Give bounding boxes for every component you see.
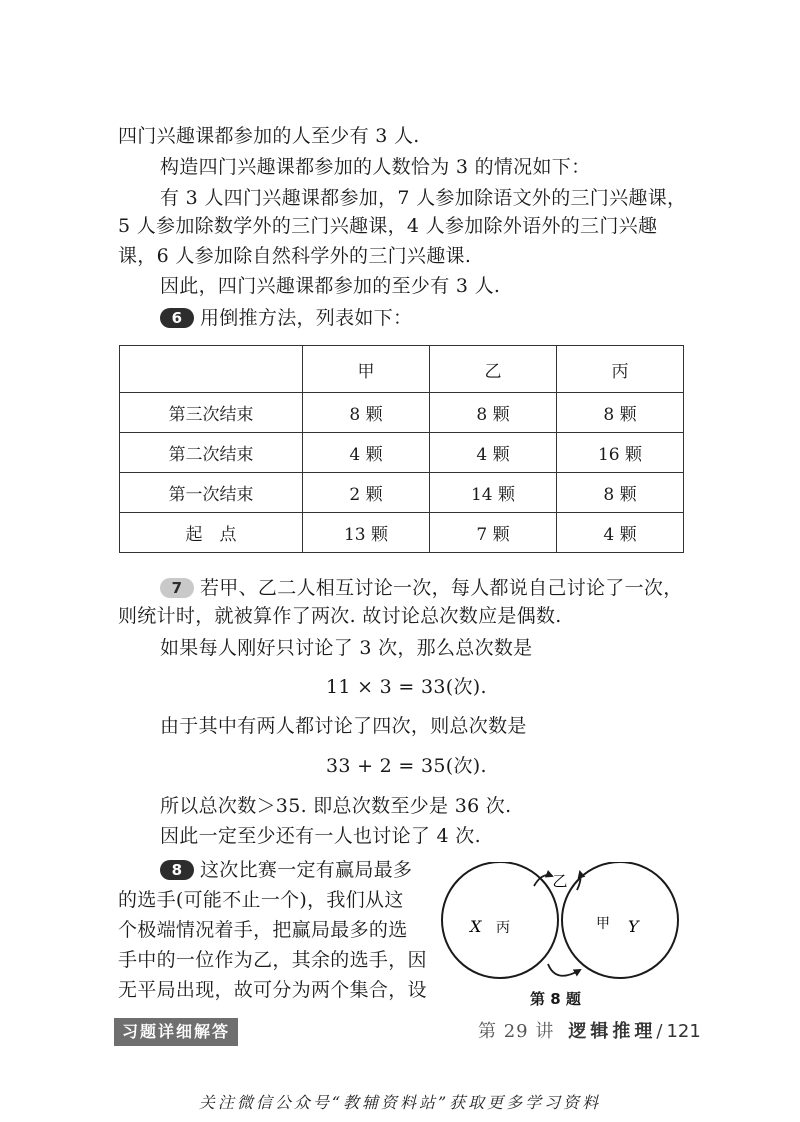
table-cell: 起 点 <box>120 513 303 553</box>
problem-8-line: 个极端情况着手，把赢局最多的选 <box>118 919 408 941</box>
arrow-bing-to-jia <box>548 964 580 976</box>
label-yi: 乙 <box>552 872 568 890</box>
label-y: Y <box>628 917 639 936</box>
table-header-row <box>120 346 684 393</box>
set-y-circle <box>562 862 678 978</box>
paragraph-line: 因此，四门兴趣课都参加的至少有 3 人. <box>160 275 501 297</box>
table-cell: 16 颗 <box>557 433 684 473</box>
problem-7-line: 若甲、乙二人相互讨论一次，每人都说自己讨论了一次， <box>200 577 683 599</box>
table-row <box>120 393 684 433</box>
problem-number-badge: 6 <box>160 308 194 328</box>
problem-7-line: 所以总次数＞35. 即总次数至少是 36 次. <box>160 795 512 817</box>
problem-7-line: 由于其中有两人都讨论了四次，则总次数是 <box>160 715 527 737</box>
footer-topic: 逻辑推理 <box>568 1021 657 1042</box>
table-cell: 2 颗 <box>303 473 430 513</box>
paragraph-line: 构造四门兴趣课都参加的人数恰为 3 的情况如下： <box>160 156 591 178</box>
table-header-cell: 乙 <box>430 346 557 393</box>
label-bing: 丙 <box>496 920 510 936</box>
problem-7-line: 因此一定至少还有一人也讨论了 4 次. <box>160 825 481 847</box>
table-cell: 13 颗 <box>303 513 430 553</box>
paragraph-line: 课，6 人参加除自然科学外的三门兴趣课. <box>118 245 472 267</box>
watermark-text: 关注微信公众号“教辅资料站”获取更多学习资料 <box>198 1093 602 1112</box>
table-cell: 4 颗 <box>430 433 557 473</box>
table-cell: 8 颗 <box>557 473 684 513</box>
table-header-cell: 甲 <box>303 346 430 393</box>
equation: 33 + 2 = 35(次). <box>326 755 487 777</box>
table-row <box>120 433 684 473</box>
label-x: X <box>470 917 482 936</box>
table-cell: 14 颗 <box>430 473 557 513</box>
label-jia: 甲 <box>596 916 610 932</box>
problem-7-line: 则统计时，就被算作了两次. 故讨论总次数应是偶数. <box>118 605 562 627</box>
problem-8-line: 的选手(可能不止一个)，我们从这 <box>118 889 404 911</box>
equation: 11 × 3 = 33(次). <box>326 676 487 698</box>
problem-8-heading <box>160 858 412 882</box>
problem-number-badge: 8 <box>160 860 194 880</box>
table-cell: 第三次结束 <box>120 393 303 433</box>
footer-lecture: 第 29 讲 <box>478 1021 555 1042</box>
paragraph-line: 四门兴趣课都参加的人至少有 3 人. <box>118 125 420 147</box>
venn-diagram-figure <box>430 862 690 988</box>
footer-page-info <box>478 1020 701 1044</box>
problem-8-line: 无平局出现，故可分为两个集合，设 <box>118 979 427 1001</box>
problem-number-badge: 7 <box>160 578 194 598</box>
table-row <box>120 473 684 513</box>
table-row <box>120 513 684 553</box>
footer-separator: / <box>656 1021 663 1042</box>
table-cell: 4 颗 <box>303 433 430 473</box>
problem-6-intro: 用倒推方法，列表如下： <box>200 307 413 329</box>
page-number: 121 <box>666 1021 701 1042</box>
table-header-cell <box>120 346 303 393</box>
problem-7-line: 如果每人刚好只讨论了 3 次，那么总次数是 <box>160 637 533 659</box>
table-header-cell: 丙 <box>557 346 684 393</box>
table-cell: 4 颗 <box>557 513 684 553</box>
table-cell: 7 颗 <box>430 513 557 553</box>
reverse-deduction-table <box>119 345 684 553</box>
problem-8-line: 这次比赛一定有赢局最多 <box>200 859 413 881</box>
problem-8-line: 手中的一位作为乙，其余的选手，因 <box>118 949 427 971</box>
table-cell: 第一次结束 <box>120 473 303 513</box>
table-cell: 8 颗 <box>557 393 684 433</box>
problem-7-heading <box>160 576 683 600</box>
table-cell: 第二次结束 <box>120 433 303 473</box>
table-cell: 8 颗 <box>303 393 430 433</box>
paragraph-line: 有 3 人四门兴趣课都参加，7 人参加除语文外的三门兴趣课， <box>160 187 687 209</box>
paragraph-line: 5 人参加除数学外的三门兴趣课，4 人参加除外语外的三门兴趣 <box>118 215 658 237</box>
figure-caption: 第 8 题 <box>530 990 581 1008</box>
footer-section-tag: 习题详细解答 <box>114 1018 238 1046</box>
table-cell: 8 颗 <box>430 393 557 433</box>
problem-6-heading <box>160 306 412 330</box>
